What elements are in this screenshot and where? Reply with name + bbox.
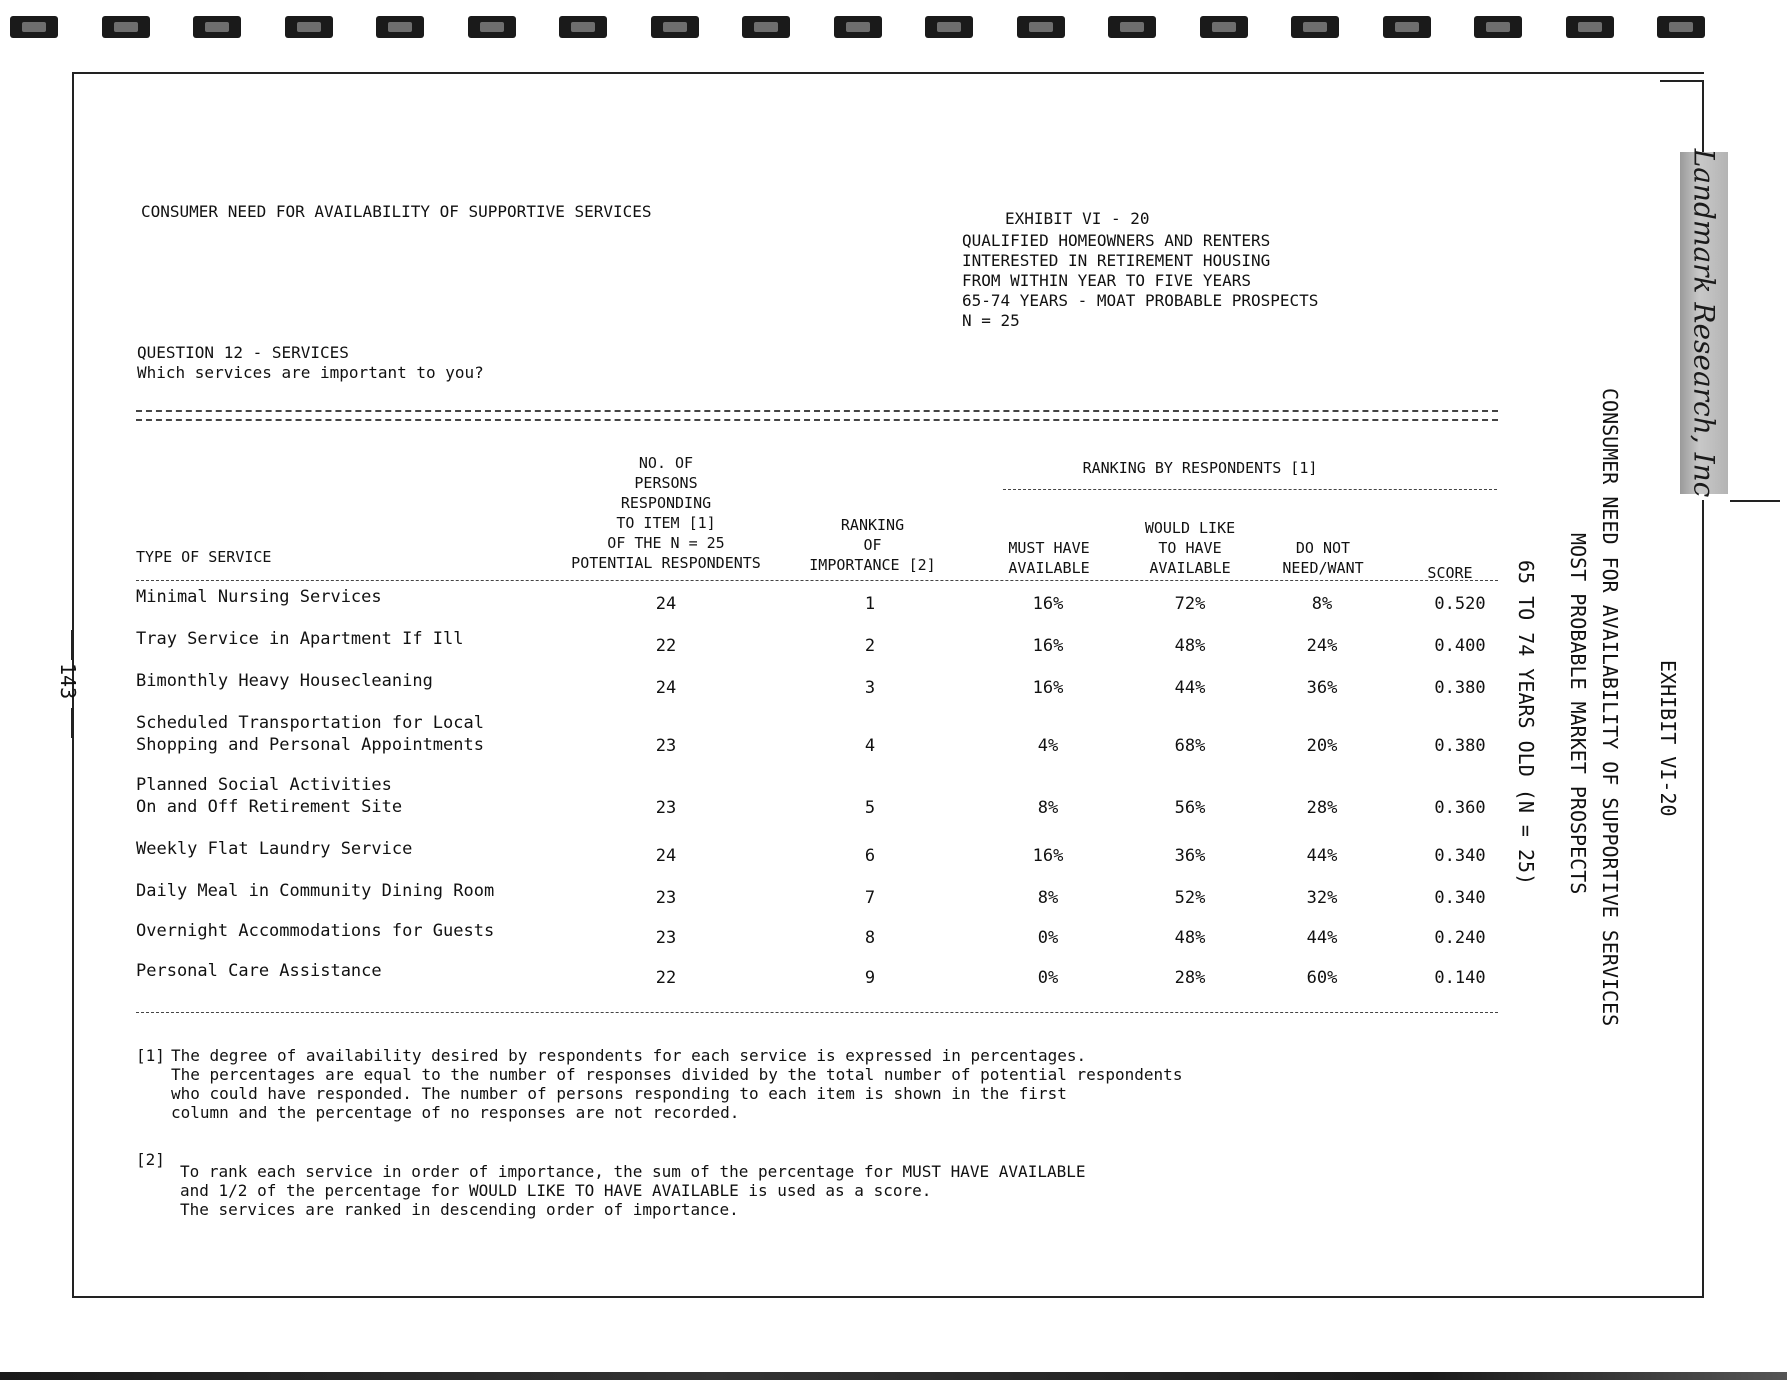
binder-hole: [834, 16, 882, 38]
col-type-header: TYPE OF SERVICE: [136, 548, 272, 566]
exhibit-subtitle-line: INTERESTED IN RETIREMENT HOUSING: [962, 251, 1271, 270]
cell-must: 8%: [1037, 888, 1059, 908]
side-subtitle: MOST PROBABLE MARKET PROSPECTS: [1566, 533, 1590, 895]
col-like-header: WOULD LIKE TO HAVE AVAILABLE: [1144, 519, 1236, 577]
cell-must: 16%: [1032, 678, 1064, 698]
col-persons-header: NO. OF PERSONS RESPONDING TO ITEM [1] OF THE N = 25 POTENTIAL RESPONDENTS: [571, 454, 761, 572]
cell-not: 44%: [1306, 846, 1338, 866]
question-text: Which services are important to you?: [137, 363, 484, 382]
cell-score: 0.360: [1434, 798, 1486, 818]
cell-must: 0%: [1037, 928, 1059, 948]
cell-not: 44%: [1306, 928, 1338, 948]
ranking-group-header: RANKING BY RESPONDENTS [1]: [1082, 459, 1318, 477]
binder-hole: [193, 16, 241, 38]
side-exhibit-label: EXHIBIT VI-20: [1656, 660, 1680, 817]
cell-not: 36%: [1306, 678, 1338, 698]
col-score-header: SCORE: [1427, 564, 1473, 582]
cell-persons: 24: [655, 846, 677, 866]
binder-hole: [651, 16, 699, 38]
binder-hole: [559, 16, 607, 38]
table-bottom-rule: [136, 1012, 1498, 1013]
exhibit-subtitle-line: 65-74 YEARS - MOAT PROBABLE PROSPECTS: [962, 291, 1319, 310]
binder-hole: [742, 16, 790, 38]
col-rank-header: RANKING OF IMPORTANCE [2]: [809, 516, 936, 574]
side-title: CONSUMER NEED FOR AVAILABILITY OF SUPPORTIVE SERVICES: [1598, 388, 1622, 1027]
cell-score: 0.340: [1434, 888, 1486, 908]
cell-not: 20%: [1306, 736, 1338, 756]
service-name: Weekly Flat Laundry Service: [136, 839, 413, 859]
cell-rank: 4: [864, 736, 876, 756]
col-not-header: DO NOT NEED/WANT: [1282, 539, 1364, 577]
cell-rank: 8: [864, 928, 876, 948]
frame-corner: [1660, 80, 1704, 82]
scan-edge: [0, 1372, 1787, 1380]
service-name: Personal Care Assistance: [136, 961, 382, 981]
service-name: Daily Meal in Community Dining Room: [136, 881, 495, 901]
binder-hole: [1017, 16, 1065, 38]
cell-must: 8%: [1037, 798, 1059, 818]
binder-hole: [10, 16, 58, 38]
page-number-rule-top: [71, 630, 73, 660]
cell-not: 32%: [1306, 888, 1338, 908]
header-underline: [136, 580, 1498, 581]
binder-hole: [1383, 16, 1431, 38]
cell-rank: 6: [864, 846, 876, 866]
cell-like: 56%: [1174, 798, 1206, 818]
cell-must: 4%: [1037, 736, 1059, 756]
binder-hole: [376, 16, 424, 38]
cell-like: 68%: [1174, 736, 1206, 756]
cell-like: 72%: [1174, 594, 1206, 614]
col-must-header: MUST HAVE AVAILABLE: [1008, 539, 1090, 577]
cell-rank: 1: [864, 594, 876, 614]
note-1-text: The degree of availability desired by respondents for each service is expressed in percentages. The percentages are equal to the number of responses divided by the total number of potential respondents who could have responded. The number of persons responding to each item is shown in the first column and the percentage of no responses are not recorded.: [171, 1046, 1183, 1122]
cell-rank: 2: [864, 636, 876, 656]
cell-score: 0.380: [1434, 736, 1486, 756]
cell-persons: 24: [655, 678, 677, 698]
cell-score: 0.140: [1434, 968, 1486, 988]
service-name: Overnight Accommodations for Guests: [136, 921, 495, 941]
logo-rule: [1730, 500, 1780, 502]
binder-hole: [1200, 16, 1248, 38]
note-2-text: To rank each service in order of importance, the sum of the percentage for MUST HAVE AVAILABLE and 1/2 of the percentage for WOULD LIKE TO HAVE AVAILABLE is used as a score. The services are ranked in descending order of importance.: [180, 1162, 1086, 1219]
cell-persons: 22: [655, 968, 677, 988]
cell-not: 8%: [1311, 594, 1333, 614]
cell-like: 48%: [1174, 636, 1206, 656]
cell-score: 0.400: [1434, 636, 1486, 656]
service-name: Bimonthly Heavy Housecleaning: [136, 671, 433, 691]
binder-hole: [1291, 16, 1339, 38]
group-header-underline: [1003, 489, 1497, 490]
page-number: 143: [56, 663, 80, 700]
cell-persons: 24: [655, 594, 677, 614]
cell-persons: 23: [655, 928, 677, 948]
logo-text: Landmark Research, Inc: [1687, 148, 1721, 498]
binder-hole: [1108, 16, 1156, 38]
cell-score: 0.240: [1434, 928, 1486, 948]
binder-hole: [1474, 16, 1522, 38]
cell-not: 24%: [1306, 636, 1338, 656]
note-2-marker: [2]: [136, 1150, 165, 1169]
service-name: Tray Service in Apartment If Ill: [136, 629, 464, 649]
page-title: CONSUMER NEED FOR AVAILABILITY OF SUPPORTIVE SERVICES: [141, 202, 652, 221]
cell-rank: 5: [864, 798, 876, 818]
cell-score: 0.340: [1434, 846, 1486, 866]
cell-not: 60%: [1306, 968, 1338, 988]
page-number-rule-bottom: [71, 708, 73, 738]
cell-rank: 7: [864, 888, 876, 908]
side-age-group: 65 TO 74 YEARS OLD (N = 25): [1514, 560, 1538, 886]
exhibit-subtitle-line: QUALIFIED HOMEOWNERS AND RENTERS: [962, 231, 1271, 250]
cell-like: 48%: [1174, 928, 1206, 948]
cell-must: 16%: [1032, 636, 1064, 656]
cell-persons: 23: [655, 798, 677, 818]
company-logo: [1680, 148, 1728, 498]
binder-hole: [1566, 16, 1614, 38]
cell-must: 16%: [1032, 594, 1064, 614]
cell-must: 0%: [1037, 968, 1059, 988]
header-separator: [136, 410, 1498, 421]
binder-hole: [925, 16, 973, 38]
cell-like: 44%: [1174, 678, 1206, 698]
cell-persons: 23: [655, 736, 677, 756]
exhibit-label: EXHIBIT VI - 20: [1005, 209, 1150, 228]
exhibit-subtitle-line: FROM WITHIN YEAR TO FIVE YEARS: [962, 271, 1251, 290]
cell-persons: 22: [655, 636, 677, 656]
cell-like: 28%: [1174, 968, 1206, 988]
cell-like: 36%: [1174, 846, 1206, 866]
cell-rank: 3: [864, 678, 876, 698]
cell-not: 28%: [1306, 798, 1338, 818]
cell-like: 52%: [1174, 888, 1206, 908]
binder-holes: [0, 16, 1787, 42]
cell-rank: 9: [864, 968, 876, 988]
service-name: Minimal Nursing Services: [136, 587, 382, 607]
frame-right-edge-lower: [1702, 500, 1704, 1296]
question-label: QUESTION 12 - SERVICES: [137, 343, 349, 362]
cell-score: 0.380: [1434, 678, 1486, 698]
binder-hole: [102, 16, 150, 38]
service-name: Planned Social Activities On and Off Retirement Site: [136, 775, 403, 817]
cell-must: 16%: [1032, 846, 1064, 866]
cell-score: 0.520: [1434, 594, 1486, 614]
binder-hole: [285, 16, 333, 38]
exhibit-subtitle-line: N = 25: [962, 311, 1020, 330]
cell-persons: 23: [655, 888, 677, 908]
service-name: Scheduled Transportation for Local Shopping and Personal Appointments: [136, 713, 484, 755]
binder-hole: [1657, 16, 1705, 38]
note-1-marker: [1]: [136, 1046, 165, 1065]
binder-hole: [468, 16, 516, 38]
